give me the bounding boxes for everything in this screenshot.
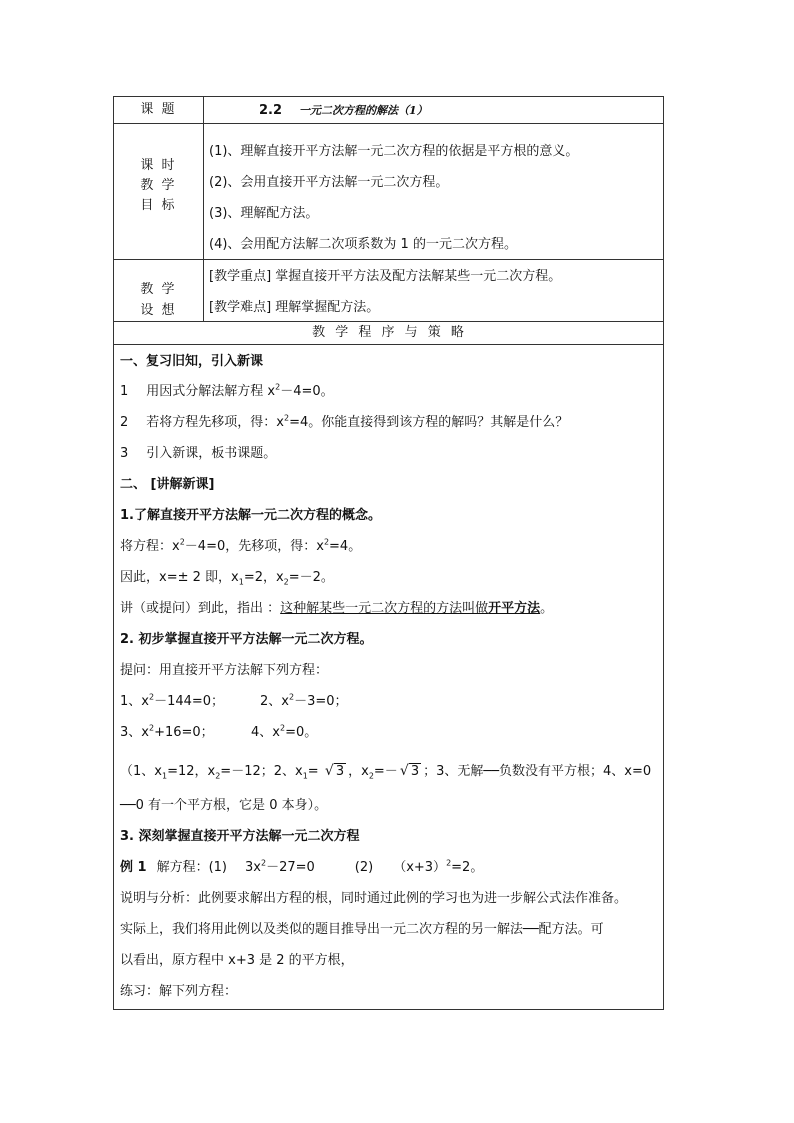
objective-item: (4)、会用配方法解二次项系数为 1 的一元二次方程。 (209, 237, 517, 252)
text: 用因式分解法解方程 x (146, 384, 276, 399)
review-line-2 (120, 415, 568, 431)
lesson-plan-table (113, 96, 664, 1010)
objectives-label-2: 教 学 (140, 178, 177, 193)
objective-item: (2)、会用直接开平方法解一元二次方程。 (209, 175, 449, 190)
text: =12，x (167, 764, 216, 779)
underlined-text: 这种解某些一元二次方程的方法叫做 (280, 601, 489, 616)
text: 2、x (260, 694, 289, 709)
objective-item: (3)、理解配方法。 (209, 206, 319, 221)
text: =0。 (285, 725, 318, 740)
example-1 (120, 860, 483, 876)
analysis-line-1: 说明与分析：此例要求解出方程的根，同时通过此例的学习也为进一步解公式法作准备。 (120, 891, 628, 906)
equation-3 (120, 725, 214, 741)
line-number: 1 (120, 384, 129, 399)
text: 3、x (120, 725, 149, 740)
subscript: 2 (283, 577, 289, 587)
subscript: 1 (302, 771, 308, 781)
text: －4=0。 (280, 384, 334, 399)
superscript: 2 (446, 858, 452, 868)
superscript: 2 (148, 723, 155, 733)
text: －3=0； (294, 694, 348, 709)
text: （x+3） (393, 860, 447, 875)
superscript: 2 (279, 723, 286, 733)
radicand: 3 (410, 764, 420, 779)
subscript: 2 (368, 771, 374, 781)
column-divider (203, 97, 204, 321)
difficult-point-tag: [教学难点] (209, 300, 272, 315)
example-tag: 例 1 (120, 860, 147, 875)
text: 3x (245, 860, 261, 875)
row-divider (114, 321, 663, 322)
course-label: 课 题 (140, 102, 177, 117)
equation-1 (120, 694, 224, 710)
practice-label: 练习：解下列方程： (120, 984, 238, 999)
text: －144=0； (154, 694, 225, 709)
key-point-tag: [教学重点] (209, 269, 272, 284)
text: =2。 (451, 860, 484, 875)
text: 将方程：x (120, 539, 180, 554)
text: （1、x (120, 764, 162, 779)
text: －27=0 (266, 860, 315, 875)
radicand: 3 (335, 764, 345, 779)
answers-line-2: ──0 有一个平方根，它是 0 本身）。 (120, 798, 328, 813)
objective-item: (1)、理解直接开平方法解一元二次方程的依据是平方根的意义。 (209, 144, 579, 159)
part-1-line-2 (120, 570, 334, 586)
subscript: 1 (238, 577, 244, 587)
text: ，x (348, 764, 369, 779)
course-title: 一元二次方程的解法（1） (299, 104, 428, 117)
course-number: 2.2 (259, 103, 283, 118)
key-point-text: 掌握直接开平方法及配方法解某些一元二次方程。 (271, 269, 562, 284)
text: 1、x (120, 694, 149, 709)
row-divider (114, 344, 663, 345)
superscript: 2 (323, 537, 330, 547)
difficult-point (209, 300, 379, 316)
review-line-1 (120, 384, 334, 400)
text: 因此，x=± 2 即，x (120, 570, 239, 585)
text: =4。 (329, 539, 362, 554)
text: (2) (354, 860, 374, 875)
superscript: 2 (179, 537, 185, 547)
text: 。 (540, 601, 554, 616)
section-1-title: 一、复习旧知，引入新课 (120, 354, 264, 369)
text: 若将方程先移项，得：x (146, 415, 284, 430)
text: =－2。 (288, 570, 334, 585)
text: 4、x (251, 725, 280, 740)
objectives-label-1: 课 时 (140, 158, 177, 173)
text: ；3、无解──负数没有平方根；4、x=0 (423, 764, 652, 779)
superscript: 2 (288, 692, 295, 702)
design-label-1: 教 学 (140, 282, 177, 297)
difficult-point-text: 理解掌握配方法。 (271, 300, 380, 315)
square-root-icon (325, 764, 346, 780)
equation-2 (260, 694, 348, 710)
superscript: 2 (148, 692, 155, 702)
superscript: 2 (283, 413, 290, 423)
superscript: 2 (275, 382, 281, 392)
text: =2，x (243, 570, 284, 585)
line-number: 3 (120, 446, 129, 461)
part-1-title: 1.了解直接开平方法解一元二次方程的概念。 (120, 508, 381, 523)
answers-line-1 (120, 764, 651, 780)
text: =－12；2、x (220, 764, 303, 779)
design-label-2: 设 想 (140, 303, 177, 318)
part-2-title: 2. 初步掌握直接开平方法解一元二次方程。 (120, 632, 373, 647)
review-line-3 (120, 446, 276, 462)
key-point (209, 269, 561, 285)
term-highlight: 开平方法 (488, 601, 541, 616)
text: 引入新课，板书课题。 (146, 446, 277, 461)
text: +16=0； (154, 725, 214, 740)
section-header: 教 学 程 序 与 策 略 (312, 325, 467, 340)
analysis-line-2: 实际上，我们将用此例以及类似的题目推导出一元二次方程的另一解法──配方法。可 (120, 922, 604, 937)
part-3-title: 3. 深刻掌握直接开平方法解一元二次方程 (120, 829, 360, 844)
part-2-question: 提问：用直接开平方法解下列方程： (120, 663, 329, 678)
section-2-title: 二、 [讲解新课] (120, 477, 215, 492)
text: = (307, 764, 323, 779)
text: =4。你能直接得到该方程的解吗？其解是什么？ (289, 415, 569, 430)
text: 讲（或提问）到此，指出 ： (120, 601, 281, 616)
line-number: 2 (120, 415, 129, 430)
subscript: 1 (161, 771, 168, 781)
square-root-icon (400, 764, 421, 780)
row-divider (114, 259, 663, 260)
analysis-line-3: 以看出，原方程中 x+3 是 2 的平方根， (120, 953, 354, 968)
equation-4 (251, 725, 317, 741)
superscript: 2 (260, 858, 267, 868)
text: －4=0，先移项，得：x (184, 539, 324, 554)
text: 解方程：(1) (156, 860, 227, 875)
subscript: 2 (215, 771, 221, 781)
objectives-label-3: 目 标 (140, 198, 177, 213)
part-1-line-3 (120, 601, 553, 617)
row-divider (114, 123, 663, 124)
part-1-line-1 (120, 539, 361, 555)
text: =－ (373, 764, 398, 779)
